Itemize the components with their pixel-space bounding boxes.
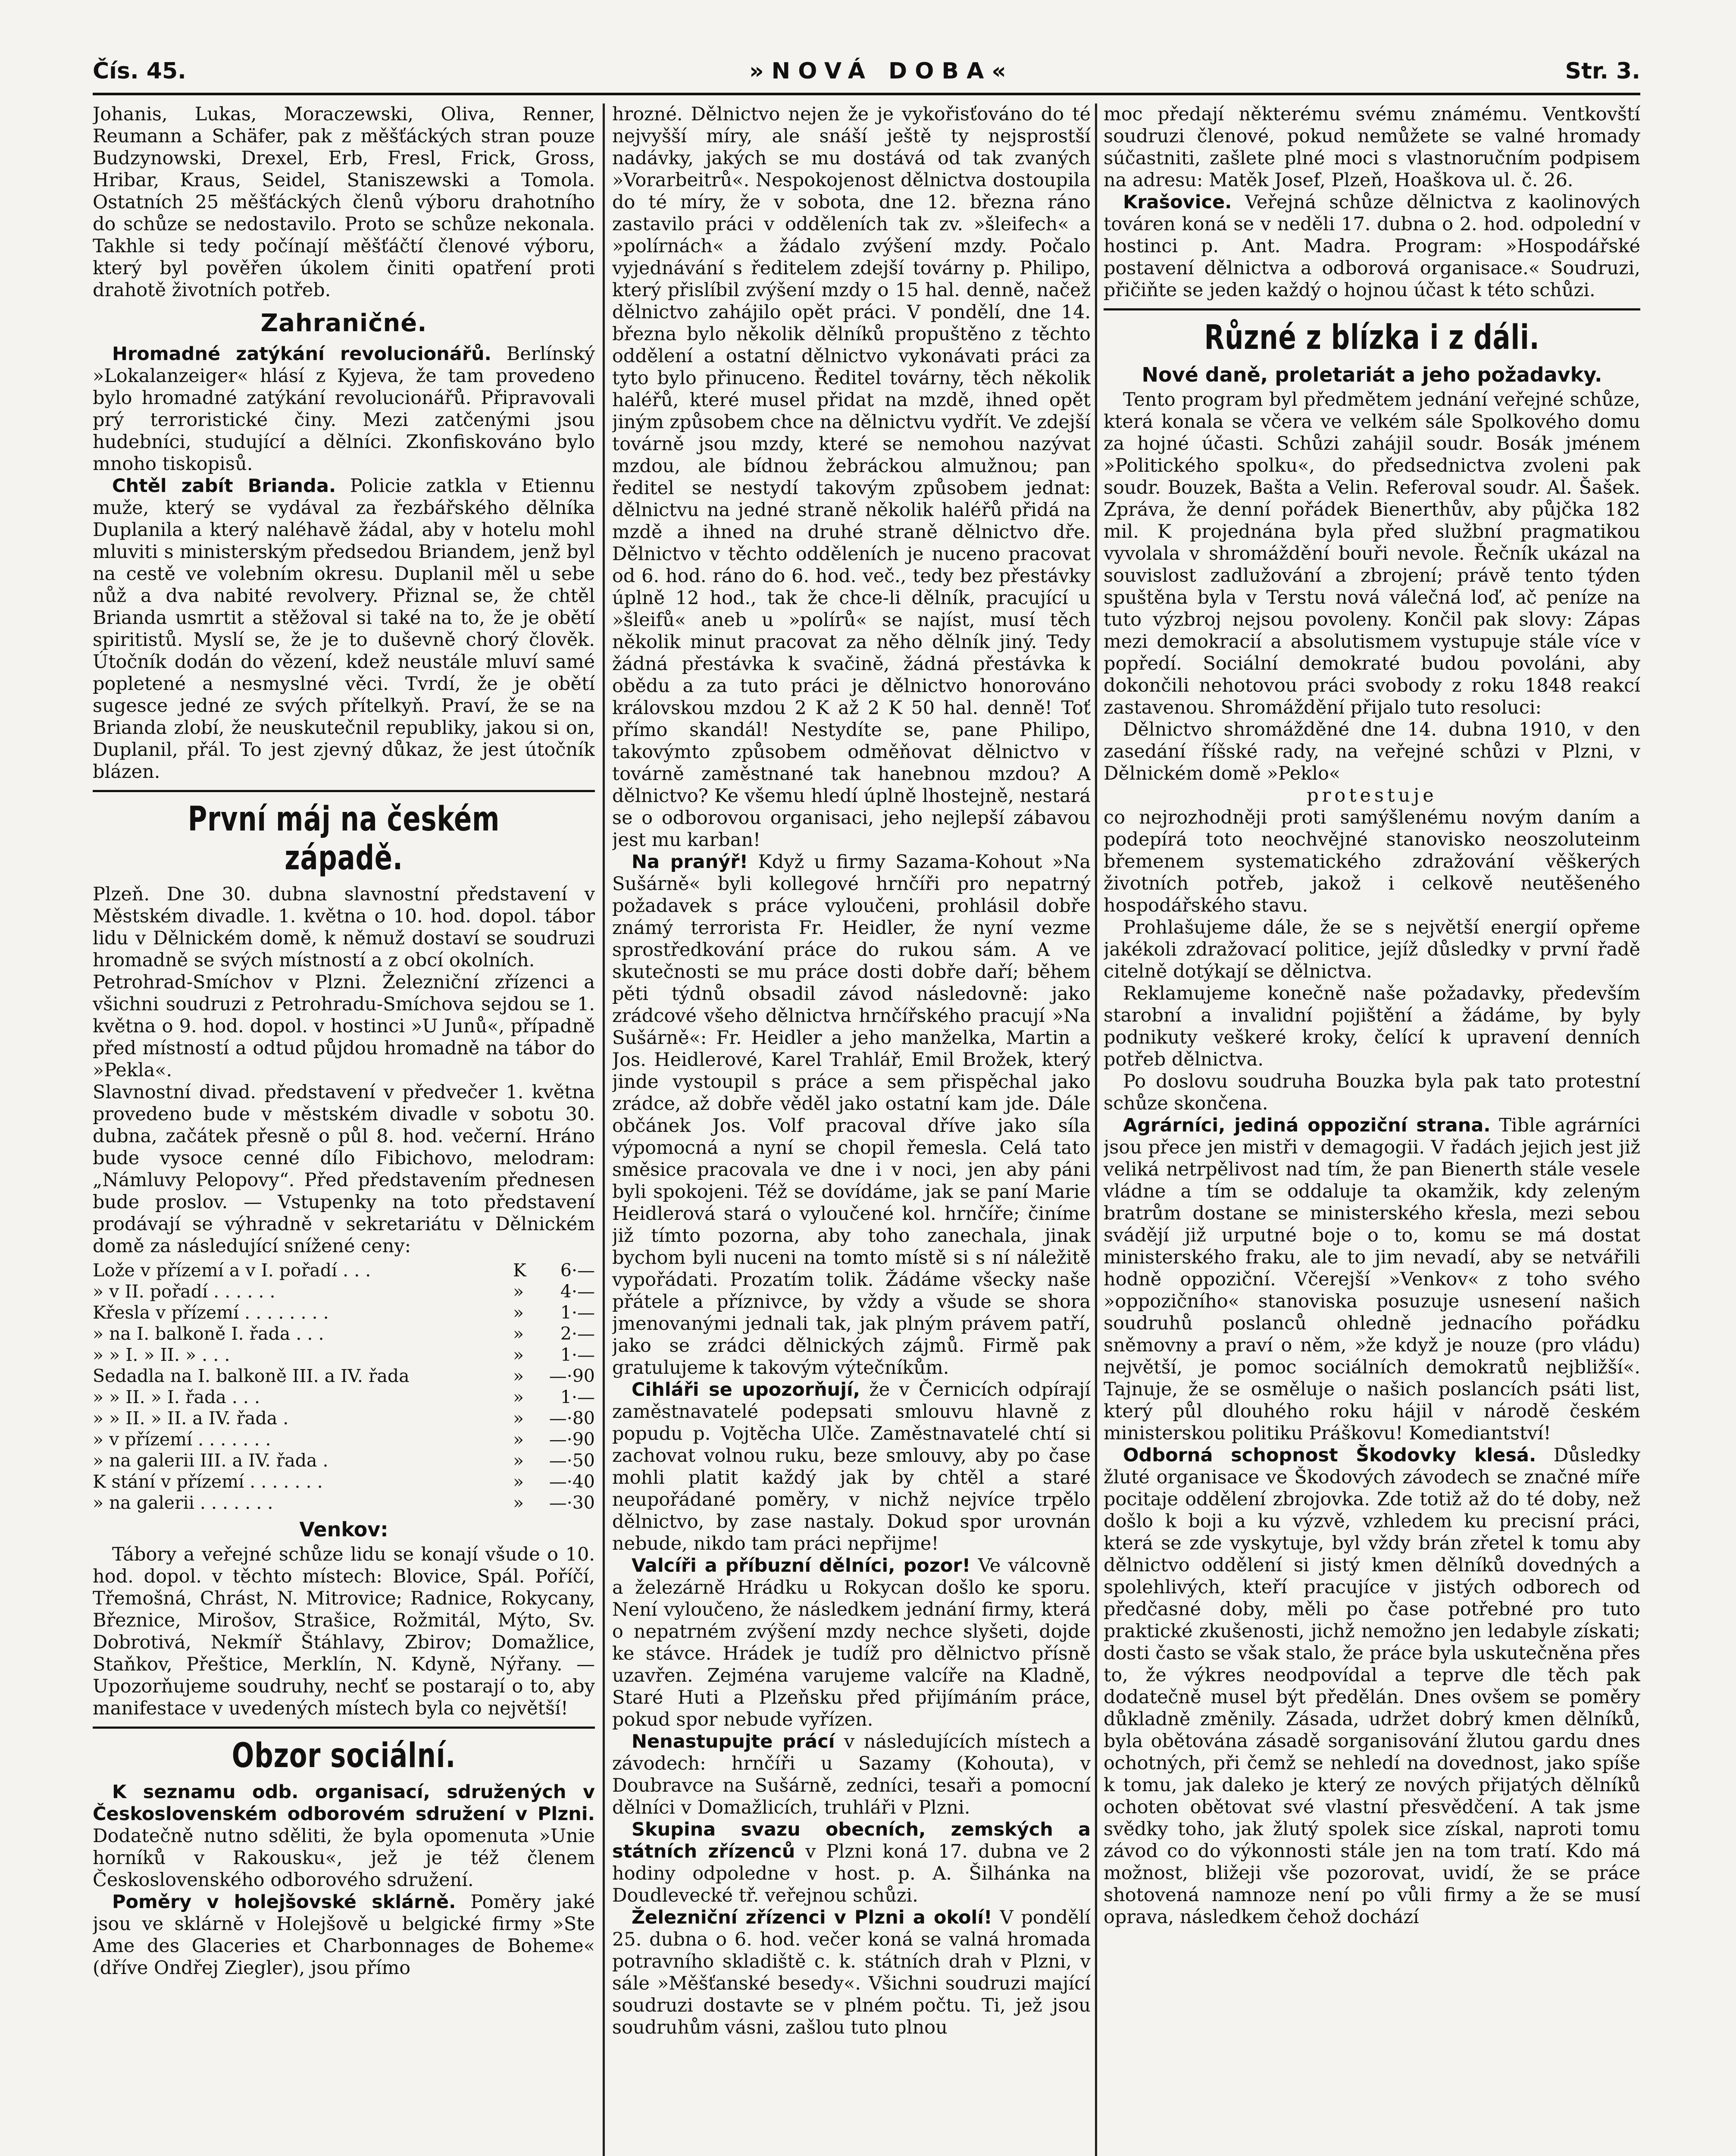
price-row xyxy=(93,1344,595,1366)
article-body: V pondělí 25. dubna o 6. hod. večer koná se valná hromada potravního skladiště c. k. státních drah v Plzni, v sále »Měšťanské besedy«. Všichni soudruzi mající soudruzi dostavte se v plném počtu. Ti, jež jsou soudruhům vásni, zašlou tuto plnou xyxy=(612,1907,1091,2038)
subheading-venkov: Venkov: xyxy=(299,1518,388,1541)
resolution-protestuje: protestuje xyxy=(1307,785,1437,806)
article-title: Chtěl zabít Brianda. xyxy=(112,475,336,497)
article-title: Hromadné zatýkání revolucionářů. xyxy=(112,343,491,365)
article-seznam xyxy=(93,1781,595,1891)
price-value: —·90 xyxy=(549,1429,595,1450)
notice-venkov: Tábory a veřejné schůze lidu se konají všude o 10. hod. dopol. v těchto místech: Blovice, Spál. Poříčí, Třemošná, Chrást, N. Mitrovice; Radnice, Rokycany, Březnice, Mirošov, Strašice, Rožmitál, Mýto, Sv. Dobrotivá, Nekmíř Štáhlavy, Zbirov; Domažlice, Staňkov, Přeštice, Merklín, N. Kdyně, Nýřany. — Upozorňujeme soudruhy, nechť se postarají o to, aby manifestace v uvedených místech byla co největší! xyxy=(93,1544,595,1719)
price-value: 6·— xyxy=(560,1260,595,1281)
price-value: 1·— xyxy=(560,1302,595,1323)
notice-petrohrad: Petrohrad-Smíchov v Plzni. Železniční zřízenci a všichni soudruzi z Petrohradu-Smíchova sejdou se 1. května o 9. hod. dopol. v hostinci »U Junů«, případně před místností a odtud půjdou hromadně na tábor do »Pekla«. xyxy=(93,971,595,1081)
price-currency: » xyxy=(513,1366,524,1386)
article-agrarnici xyxy=(1104,1115,1640,1445)
article-title: Odborná schopnost Škodovky klesá. xyxy=(1123,1445,1536,1466)
price-row xyxy=(93,1260,595,1281)
section-divider xyxy=(93,790,595,792)
article-zeleznicni xyxy=(612,1907,1091,2039)
article-continuation: moc předají některému svému známému. Ventkovští soudruzi členové, pokud nemůžete se valné hromady súčastniti, zašlete plné moci s vlastnoručním podpisem na adresu: Matěk Josef, Plzeň, Hoaškova ul. č. 26. xyxy=(1104,103,1640,191)
section-divider xyxy=(93,1727,595,1729)
price-item: K stání v přízemí . . . . . . . xyxy=(93,1471,323,1492)
price-currency: » xyxy=(513,1281,524,1302)
section-heading-obzor: Obzor sociální. xyxy=(231,1736,456,1775)
column-3 xyxy=(1104,103,1640,2156)
article-body: Policie zatkla v Etiennu muže, který se vydával za řezbářského dělníka Duplanila a který naléhavě žádal, aby v hotelu mohl mluviti s ministerským předsedou Briandem, jenž byl na cestě ve volebním okresu. Duplanil měl u sebe nůž a dva nabité revolvery. Přiznal se, že chtěl Brianda usmrtit a stěžoval si také na to, že je obětí spiritistů. Myslí se, že je to duševně chorý člověk. Útočník dodán do vězení, kdež neustále mluví samé popletené a nesmyslné věci. Tvrdí, že je obětí sugesce jedné ze svých přítelkyň. Praví, že se na Brianda zlobí, že neuskutečnil republiky, jakou si on, Duplanil, přál. To jest zjevný důkaz, že jest útočník blázen. xyxy=(93,475,595,783)
resolution-text: Reklamujeme konečně naše požadavky, především starobní a invalidní pojištění a žádáme, by byly podnikuty veškeré kroky, čelící k upravení denních potřeb dělnictva. xyxy=(1104,983,1640,1070)
article-title: K seznamu odb. organisací, sdružených v Československém odborovém sdružení v Plzni. xyxy=(93,1781,595,1825)
article-continuation: Johanis, Lukas, Moraczewski, Oliva, Renner, Reumann a Schäfer, pak z měšťáckých stran pouze Budzynowski, Drexel, Erb, Fresl, Frick, Gross, Hribar, Kraus, Seidel, Staniszewski a Tomola. Ostatních 25 měšťáckých členů výboru drahotního do schůze se nedostavilo. Proto se schůze nekonala. Takhle si tedy počínají měšťáčtí členové výboru, který byl pověřen úkolem činiti opatření proti drahotě životních potřeb. xyxy=(93,103,595,301)
article-krasovice xyxy=(1104,191,1640,301)
article-title: Krašovice. xyxy=(1123,191,1232,213)
article-title: Cihláři se upozorňují, xyxy=(632,1379,860,1401)
article-title: Železniční zřízenci v Plzni a okolí! xyxy=(632,1907,992,1928)
article-body: Berlínský »Lokalanzeiger« hlásí z Kyjeva, že tam provedeno bylo hromadné zatýkání revolucionářů. Připravovali prý terroristické činy. Mezi zatčenými jsou hudebníci, studující a dělníci. Zkonfiskováno bylo mnoho tiskopisů. xyxy=(93,343,595,475)
price-row xyxy=(93,1429,595,1450)
article-body: v následujících místech a závodech: hrnčíři u Sazamy (Kohouta), v Doubravce na Sušárně, zedníci, tesaři a pomocní dělníci v Domažlicích, truhláři v Plzni. xyxy=(612,1731,1091,1818)
column-2 xyxy=(612,103,1091,2156)
article-title-dane: Nové daně, proletariát a jeho požadavky. xyxy=(1142,363,1602,386)
article-title: Skupina svazu obecních, zemských a státních zřízenců xyxy=(612,1819,1091,1862)
price-value: —·80 xyxy=(549,1408,595,1429)
article-skodovka xyxy=(1104,1445,1640,1928)
section-heading-zahranicne: Zahraničné. xyxy=(260,309,427,337)
price-value: 1·— xyxy=(560,1344,595,1365)
price-list xyxy=(93,1260,595,1514)
price-currency: » xyxy=(513,1429,524,1450)
price-value: —·90 xyxy=(549,1366,595,1386)
price-currency: » xyxy=(513,1302,524,1323)
article-title: Valcíři a příbuzní dělníci, pozor! xyxy=(632,1555,971,1576)
issue-number: Čís. 45. xyxy=(93,58,186,84)
article-body: Poměry jaké jsou ve sklárně v Holejšově u belgické firmy »Ste Ame des Glaceries et Charbonnages de Boheme« (dříve Ondřej Ziegler), jsou přímo xyxy=(93,1891,595,1979)
column-1 xyxy=(93,103,595,2156)
price-currency: » xyxy=(513,1408,524,1429)
price-row xyxy=(93,1408,595,1429)
page-number: Str. 3. xyxy=(1565,58,1640,84)
price-item: » na I. balkoně I. řada . . . xyxy=(93,1323,324,1344)
price-item: » v přízemí . . . . . . . xyxy=(93,1429,271,1450)
article-continuation: hrozné. Dělnictvo nejen že je vykořisťováno do té nejvyšší míry, ale snáší ještě ty nejsprostší nadávky, jakých se mu dostává od tak zvaných »Vorarbeitrů«. Nespokojenost dělnictva dostoupila do té míry, že v sobota, dne 12. března ráno zastavilo práci v odděleních tak zv. »šleifech« a »polírnách« a žádalo zvýšení mzdy. Počalo vyjednávání s ředitelem zdejší továrny p. Philipo, který přislíbil zvýšení mzdy o 15 hal. denně, načež dělnictvo zahájilo opět práci. V pondělí, dne 14. března bylo několik dělníků propuštěno z těchto oddělení a ostatní dělnictvo vykonávati práci za tyto bylo přinuceno. Ředitel továrny, těch několik haléřů, které musel přidat na mzdě, ihned opět jiným způsobem chce na dělnictvu vydřít. Ve zdejší továrně jsou mzdy, které se nemohou nazývat mzdou, ale bídnou žebráckou almužnou; pan ředitel se nestydí takovým způsobem jednat: dělnictvu na jedné straně několik haléřů přidá na mzdě a ihned na druhé straně dělnictvo dře. Dělnictvo v těchto odděleních je nuceno pracovat od 6. hod. ráno do 6. hod. več., tedy bez přestávky úplně 12 hod., tak že chce-li dělník, pracující u »šleifů« aneb u »polírů« se najíst, musí těch několik minut pracovat za něho dělník jiný. Tedy žádná přestávka k svačině, žádná přestávka k obědu a za tuto práci je dělnictvo honorováno královskou mzdou 2 K až 2 K 50 hal. denně! Toť přímo skandál! Nestydíte se, pane Philipo, takovýmto způsobem odměňovat dělnictvo v továrně zaměstnané tak hanebnou mzdou? A dělnictvo? Ke všemu hledí úplně lhostejně, nestará se o odborovou organisaci, jeho nejlepší zábavou jest mu karban! xyxy=(612,103,1091,851)
article-body: Ve válcovně a železárně Hrádku u Rokycan došlo ke sporu. Není vyloučeno, že následkem jednání firmy, která o nepatrném zvýšení mzdy nechce slyšeti, dojde ke stávce. Hrádek je tudíž pro dělnictvo přísně uzavřen. Zejména varujeme valcíře na Kladně, Staré Huti a Plzeňsku před přijímáním práce, pokud spor nebude vyřízen. xyxy=(612,1555,1091,1730)
price-value: 1·— xyxy=(560,1387,595,1407)
price-currency: » xyxy=(513,1323,524,1344)
article-body: že v Černicích odpírají zaměstnavatelé podepsati smlouvu hlavně z popudu p. Vojtěcha Ulče. Zaměstnavatelé chtí si zachovat volnou ruku, beze smlouvy, aby po čase mohli platit každý jak by chtěl a staré neupořádané poměry, v nichž nejvíce trpělo dělnictvo, by zase nastaly. Dokud spor urovnán nebude, nikdo tam práci nepřijme! xyxy=(612,1379,1091,1554)
masthead-title: »NOVÁ DOBA« xyxy=(749,58,1014,84)
article-body: Když u firmy Sazama-Kohout »Na Sušárně« byli kollegové hrnčíři pro nepatrný požadavek s práce vyloučeni, prohlásil dobře známý terrorista Fr. Heidler, že nyní vezme sprostředkování práce do rukou sám. A ve skutečnosti se mu práce dosti dobře daří; během pěti týdnů obsadil závod následovně: jako zrádcové všeho dělnictva hrnčířského pracují »Na Sušárně«: Fr. Heidler a jeho manželka, Martin a Jos. Heidlerové, Karel Trahlář, Emil Brožek, který jinde vystoupil s práce a sem přispěchal jako zrádce, až dobře věděl jako ostatní kam jde. Dále občánek Jos. Volf pracoval dříve jako síla výpomocná a nyní se chopil řemesla. Celá tato směsice pracovala ve dne i v noci, jen aby páni byli spokojeni. Též se dovídáme, jak se paní Marie Heidlerová stará o vyloučené kol. hrnčíře; činíme již tímto pozorna, aby toho zanechala, jinak bychom byli nuceni na tomto místě si s ní náležitě vypořádati. Prozatím tolik. Žádáme všecky naše přátele a příznivce, by vždy a všude se shora jmenovanými jednali tak, jak plným právem patří, jako se zrádci dělnických zájmů. Firmě pak gratulujeme k takovým výtečníkům. xyxy=(612,851,1091,1379)
article-body: Důsledky žluté organisace ve Škodových závodech se značné míře pocitaje oddělení zbrojovka. Zde totiž až do té doby, než došlo k boji a ku výzvě, vzhledem ku precisní práci, která se zde vyskytuje, byl vždy brán zřetel k tomu aby dělnictvo oddělení si jistý kmen dělníků dovedných a spolehlivých, kteří pracujíce v jistých odborech od předčasné doby, měli po čase potřebné pro tuto praktické zkušenosti, jichž nemožno jen ledabyle získati; dosti často se však stalo, že práce byla uskutečněna přes to, že výkres neodpovídal a teprve dle těch pak dodatečně musel být předělán. Dnes ovšem se poměry důkladně změnily. Zásada, udržet dobrý kmen dělníků, byla obětována zásadě sorganisování žlutou gardu dnes ochotných, při čemž se nehledí na dovednost, jako spíše k tomu, jak daleko je který ze nových přijatých dělníků ochoten obětovat své vlastní přesvědčení. A tak jsme svědky toho, jak žlutý spolek sice získal, naproti tomu závod co do výkonnosti stále jen na tom tratí. Kdo má možnost, bližeji vše pozorovat, uvidí, že se práce shotovená namnoze není po vůli firmy a že se musí oprava, následkem čehož dochází xyxy=(1104,1445,1640,1928)
page-header xyxy=(93,54,1640,95)
price-row xyxy=(93,1302,595,1323)
price-item: Lože v přízemí a v I. pořadí . . . xyxy=(93,1260,371,1281)
price-currency: » xyxy=(513,1471,524,1492)
price-row xyxy=(93,1366,595,1387)
article-cihlari xyxy=(612,1379,1091,1555)
price-currency: » xyxy=(513,1492,524,1513)
article-holejsov xyxy=(93,1891,595,1979)
price-value: —·30 xyxy=(549,1492,595,1513)
article-briand xyxy=(93,475,595,783)
article-title: Nenastupujte prácí xyxy=(632,1731,835,1752)
section-heading-ruzne: Různé z blízka i z dáli. xyxy=(1204,318,1540,357)
price-item: » » II. » II. a IV. řada . xyxy=(93,1408,289,1429)
price-row xyxy=(93,1387,595,1408)
article-body: v Plzni koná 17. dubna ve 2 hodiny odpoledne v host. p. A. Šilhánka na Doudlevecké tř. veřejnou schůzi. xyxy=(612,1841,1091,1906)
article-valcири xyxy=(612,1555,1091,1731)
article-pranyr xyxy=(612,851,1091,1379)
article-body: Dodatečně nutno sděliti, že byla opomenuta »Unie horníků v Rakousku«, jež je též členem Československého odborového sdružení. xyxy=(93,1825,595,1891)
price-item: Křesla v přízemí . . . . . . . . xyxy=(93,1302,329,1323)
column-rule-2 xyxy=(1095,103,1097,2156)
price-currency: » xyxy=(513,1387,524,1407)
price-item: » » I. » II. » . . . xyxy=(93,1344,230,1365)
article-zatykani xyxy=(93,343,595,475)
article-body: Tible agrárníci jsou přece jen mistři v demagogii. V řadách jejich jest již veliká netrpělivost nad tím, že pan Bienerth stále vesele vládne a tím se oddaluje ta okamžik, kdy zeleným bratrům dostane se ministerského křesla, mezi sebou svádějí již urputné boje o to, komu se má dostat ministerského fraku, ale to jim nevadí, aby se netvářili hodně oppoziční. Včerejší »Venkov« z toho svého »oppozičního« stanoviska posuzuje usnesení našich soudruhů poslanců ohledně jednacího pořádku sněmovny a praví o něm, »že když je nouze (pro vládu) největší, je pomoc sociálních demokratů nejbližší«. Tajnuje, že se osměluje o našich poslancích psáti list, který půl dlouhého roku hájil v národě českém ministerskou politiku Práškovu! Komediantství! xyxy=(1104,1115,1640,1444)
article-title: Poměry v holejšovské sklárně. xyxy=(112,1891,456,1913)
price-row xyxy=(93,1471,595,1492)
section-divider xyxy=(1104,308,1640,310)
article-title: Na pranýř! xyxy=(632,851,748,873)
price-currency: K xyxy=(513,1260,526,1281)
price-item: » v II. pořadí . . . . . . xyxy=(93,1281,275,1302)
article-title: Agrárníci, jediná oppoziční strana. xyxy=(1123,1115,1491,1136)
resolution-text: co nejrozhodněji proti samýšlenému novým daním a podepírá toto neochvějné stanovisko neoszoluteinm břemenem systematického zdražování věškerých životních potřeb, jakož i celkově neutěšeného hospodářského stavu. xyxy=(1104,807,1640,916)
price-value: —·50 xyxy=(549,1450,595,1471)
column-rule-1 xyxy=(603,103,605,2156)
notice-plzen: Plzeň. Dne 30. dubna slavnostní představení v Městském divadle. 1. května o 10. hod. dopol. tábor lidu v Dělnickém domě, k němuž dostaví se soudruzi hromadně se svých místností a z obcí okolních. xyxy=(93,884,595,971)
article-body: Veřejná schůze dělnictva z kaolinových továren koná se v neděli 17. dubna o 2. hod. odpolední v hostinci p. Ant. Madra. Program: »Hospodářské postavení dělnictva a odborová organisace.« Soudruzi, přičiňte se jeden každý o hojnou účast k této schůzi. xyxy=(1104,191,1640,301)
price-row xyxy=(93,1323,595,1344)
section-heading-prvni-maj: První máj na českém západě. xyxy=(188,800,500,877)
price-item: Sedadla na I. balkoně III. a IV. řada xyxy=(93,1366,410,1386)
price-currency: » xyxy=(513,1450,524,1471)
price-item: » » II. » I. řada . . . xyxy=(93,1387,260,1407)
price-item: » na galerii . . . . . . . xyxy=(93,1492,273,1513)
price-value: —·40 xyxy=(549,1471,595,1492)
price-row xyxy=(93,1281,595,1302)
price-item: » na galerii III. a IV. řada . xyxy=(93,1450,328,1471)
article-nenastupujte xyxy=(612,1731,1091,1819)
article-dane: Tento program byl předmětem jednání veřejné schůze, která konala se včera ve velkém sále Spolkového domu za hojné účasti. Schůzi zahájil soudr. Bosák jménem »Politického spolku«, do předsednictva zvoleni pak soudr. Bouzek, Bašta a Velin. Referoval soudr. Al. Šašek. Zpráva, že denní pořádek Bienerthův, aby půjčka 182 mil. K projednána byla před službní pragmatikou vyvolala v shromáždění bouři nevole. Řečník ukázal na souvislost zadlužování a zbrojení; právě tento týden spuštěna byla v Terstu nová válečná loď, ač peníze na tuto výzbroj nejsou povoleny. Končil pak slovy: Zápas mezi demokracií a absolutismem vystupuje stále více v popředí. Sociální demokraté budou povoláni, aby dokončili nehotovou práci svobody z roku 1848 reakcí zastavenou. Shromáždění přijalo tuto resoluci: xyxy=(1104,389,1640,718)
price-value: 4·— xyxy=(560,1281,595,1302)
resolution-text: Prohlašujeme dále, že se s největší energií opřeme jakékoli zdražovací politice, jejíž důsledky v první řadě citelně dotýkají se dělnictva. xyxy=(1104,917,1640,982)
notice-divadlo: Slavnostní divad. představení v předvečer 1. května provedeno bude v městském divadle v sobotu 30. dubna, začátek přesně o půl 8. hod. večerní. Hráno bude vysoce cenné dílo Fibichovo, melodram: „Námluvy Pelopovy“. Před představením přednesen bude proslov. — Vstupenky na toto představení prodávají se výhradně v sekretariátu v Dělnickém domě za následující snížené ceny: xyxy=(93,1081,595,1257)
price-value: 2·— xyxy=(560,1323,595,1344)
resolution-closing: Po doslovu soudruha Bouzka byla pak tato protestní schůze skončena. xyxy=(1104,1071,1640,1114)
resolution-intro: Dělnictvo shromážděné dne 14. dubna 1910, v den zasedání říšské rady, na veřejné schůzi v Plzni, v Dělnickém domě »Peklo« xyxy=(1104,719,1640,784)
price-row xyxy=(93,1450,595,1471)
article-skupina xyxy=(612,1819,1091,1907)
price-currency: » xyxy=(513,1344,524,1365)
price-row xyxy=(93,1492,595,1514)
